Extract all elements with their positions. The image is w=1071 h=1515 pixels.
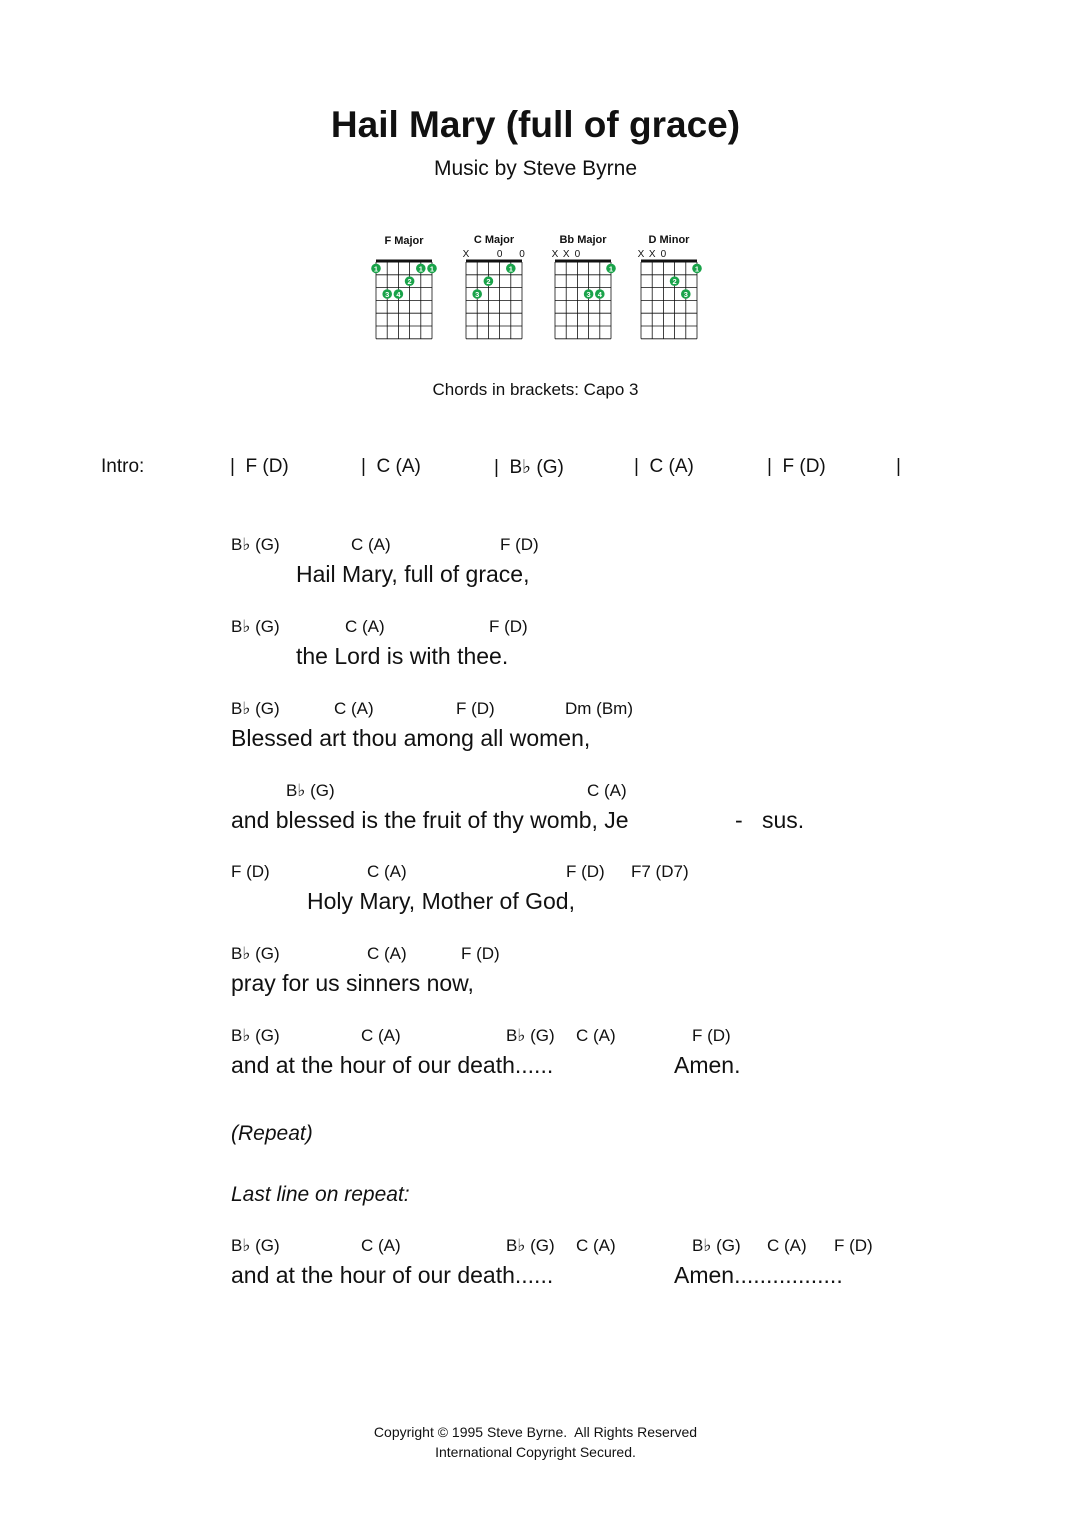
finger-number: 1 bbox=[508, 264, 513, 274]
intro-bar: | B♭ (G) bbox=[494, 457, 564, 478]
chord-symbol: B♭ (G) bbox=[231, 699, 280, 718]
diagram-string-marker: X bbox=[637, 249, 645, 260]
chord-symbol: B♭ (G) bbox=[506, 1236, 555, 1255]
lyric-syllable: sus. bbox=[762, 807, 805, 833]
chord-symbol: C (A) bbox=[361, 1026, 401, 1045]
lyric-line: the Lord is with thee. bbox=[296, 643, 509, 669]
chord-diagram-c-major bbox=[456, 246, 536, 341]
chord-symbol: C (A) bbox=[576, 1236, 616, 1255]
intro-bar: | C (A) bbox=[634, 456, 694, 477]
finger-number: 1 bbox=[429, 264, 435, 274]
chord-symbol: B♭ (G) bbox=[231, 1026, 280, 1045]
chord-symbol: B♭ (G) bbox=[286, 781, 335, 800]
chord-symbol: F (D) bbox=[461, 944, 500, 963]
repeat-note: (Repeat) bbox=[231, 1122, 313, 1145]
intro-bar: | F (D) bbox=[767, 456, 826, 477]
intro-bar: | C (A) bbox=[361, 456, 421, 477]
finger-number: 4 bbox=[396, 290, 401, 299]
lyric-amen: Amen................. bbox=[674, 1262, 843, 1288]
copyright-line: Copyright © 1995 Steve Byrne. All Rights Reserved bbox=[373, 1424, 698, 1440]
chord-diagram-name-d-minor: D Minor bbox=[648, 234, 690, 246]
diagram-string-marker: X bbox=[562, 249, 570, 260]
chord-symbol: F7 (D7) bbox=[631, 862, 689, 881]
chord-diagram-name-c-major: C Major bbox=[473, 234, 515, 246]
finger-number: 3 bbox=[385, 290, 390, 299]
finger-number: 1 bbox=[418, 264, 423, 274]
chord-symbol: F (D) bbox=[692, 1026, 731, 1045]
chord-symbol: F (D) bbox=[489, 617, 528, 636]
chord-symbol: C (A) bbox=[587, 781, 627, 800]
finger-number: 3 bbox=[586, 290, 591, 299]
copyright-line-2: International Copyright Secured. bbox=[435, 1444, 636, 1460]
chord-symbol: B♭ (G) bbox=[506, 1026, 555, 1045]
diagram-string-marker: 0 bbox=[496, 249, 503, 260]
chord-symbol: B♭ (G) bbox=[231, 944, 280, 963]
chord-symbol: B♭ (G) bbox=[231, 1236, 280, 1255]
chord-symbol: F (D) bbox=[566, 862, 605, 881]
lyric-amen: Amen. bbox=[674, 1052, 741, 1078]
finger-number: 3 bbox=[683, 290, 688, 299]
chord-diagram-name-bb-major: Bb Major bbox=[559, 234, 607, 246]
chord-symbol: B♭ (G) bbox=[231, 617, 280, 636]
chord-symbol: C (A) bbox=[351, 535, 391, 554]
chord-symbol: Dm (Bm) bbox=[565, 699, 633, 718]
diagram-string-marker: 0 bbox=[660, 249, 667, 260]
lyric-line: pray for us sinners now, bbox=[231, 970, 474, 996]
lyric-hyphen: - bbox=[735, 807, 743, 833]
lyric-line: Blessed art thou among all women, bbox=[231, 725, 591, 751]
lyric-line: Hail Mary, full of grace, bbox=[296, 561, 530, 587]
finger-number: 2 bbox=[486, 277, 491, 287]
last-line-note: Last line on repeat: bbox=[231, 1183, 410, 1206]
chord-symbol: F (D) bbox=[231, 862, 270, 881]
chord-symbol: F (D) bbox=[500, 535, 539, 554]
chord-symbol: C (A) bbox=[767, 1236, 807, 1255]
diagram-string-marker: X bbox=[462, 249, 470, 260]
chord-symbol: C (A) bbox=[361, 1236, 401, 1255]
lyric-line: and at the hour of our death...... bbox=[231, 1262, 554, 1288]
finger-number: 2 bbox=[407, 277, 412, 287]
chord-symbol: C (A) bbox=[367, 862, 407, 881]
song-title: Hail Mary (full of grace) bbox=[330, 104, 741, 145]
capo-note: Chords in brackets: Capo 3 bbox=[432, 380, 639, 399]
finger-number: 4 bbox=[597, 290, 602, 299]
intro-bar: | bbox=[896, 456, 901, 477]
finger-number: 1 bbox=[608, 264, 614, 274]
diagram-string-marker: 0 bbox=[519, 249, 525, 260]
chord-diagram-bb-major bbox=[545, 246, 625, 341]
intro-bar: | F (D) bbox=[230, 456, 289, 477]
diagram-string-marker: X bbox=[648, 249, 656, 260]
diagram-nut bbox=[376, 260, 432, 263]
finger-number: 1 bbox=[694, 264, 700, 274]
chord-symbol: C (A) bbox=[367, 944, 407, 963]
diagram-string-marker: 0 bbox=[574, 249, 581, 260]
lyric-line: and blessed is the fruit of thy womb, Je bbox=[231, 807, 629, 833]
chord-symbol: B♭ (G) bbox=[231, 535, 280, 554]
diagram-nut bbox=[466, 260, 522, 263]
lyric-line: Holy Mary, Mother of God, bbox=[307, 888, 575, 914]
diagram-string-marker: X bbox=[551, 249, 559, 260]
chord-symbol: F (D) bbox=[834, 1236, 873, 1255]
chord-symbol: C (A) bbox=[334, 699, 374, 718]
finger-number: 1 bbox=[373, 264, 379, 274]
chord-diagram-f-major bbox=[366, 246, 446, 341]
chord-symbol: B♭ (G) bbox=[692, 1236, 741, 1255]
chord-symbol: F (D) bbox=[456, 699, 495, 718]
chord-symbol: C (A) bbox=[345, 617, 385, 636]
intro-label: Intro: bbox=[101, 456, 145, 477]
composer-credit: Music by Steve Byrne bbox=[433, 157, 638, 180]
chord-symbol: C (A) bbox=[576, 1026, 616, 1045]
lyric-line: and at the hour of our death...... bbox=[231, 1052, 554, 1078]
finger-number: 3 bbox=[475, 290, 480, 299]
finger-number: 2 bbox=[672, 277, 677, 287]
chord-diagram-name-f-major: F Major bbox=[384, 235, 424, 247]
chord-diagram-d-minor bbox=[631, 246, 711, 341]
